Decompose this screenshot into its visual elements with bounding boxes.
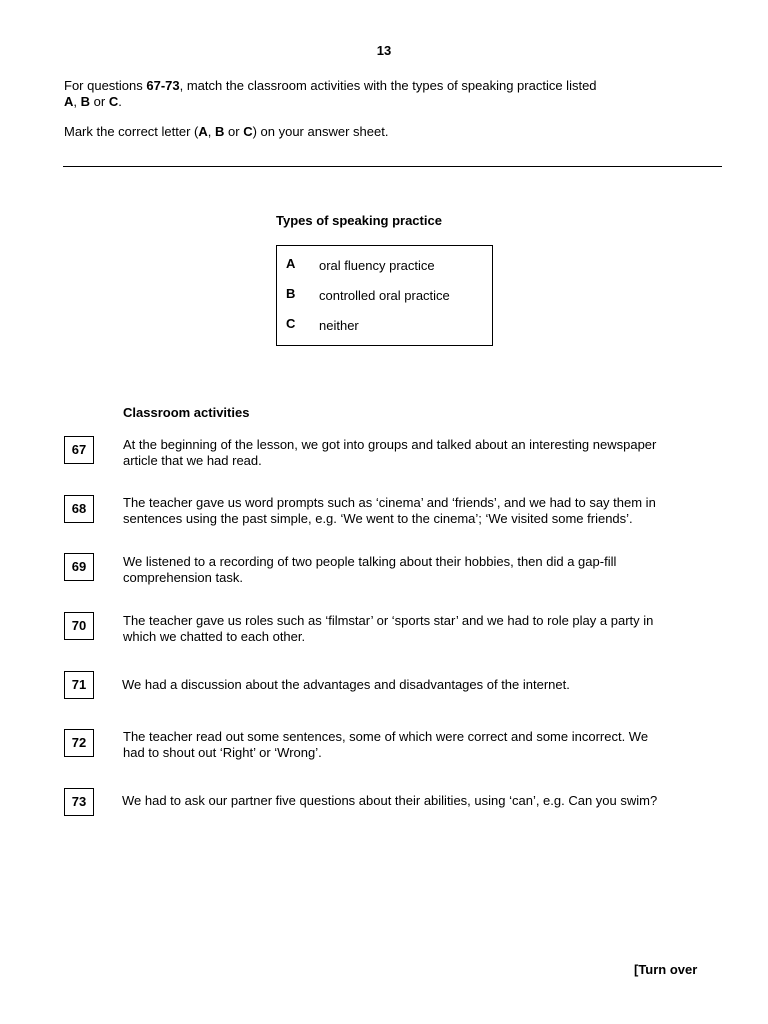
option-text: neither <box>319 318 359 333</box>
question-line: We listened to a recording of two people talking about their hobbies, then did a gap-fill <box>123 554 617 569</box>
option-letter: C <box>286 316 296 331</box>
instruction-line-1 <box>64 78 704 94</box>
question-number-box[interactable]: 68 <box>64 495 94 523</box>
instruction-text: For questions <box>64 78 147 93</box>
question-line: At the beginning of the lesson, we got into groups and talked about an interesting newspaper <box>123 437 657 452</box>
question-text <box>122 793 722 809</box>
question-number-box[interactable]: 73 <box>64 788 94 816</box>
separator: or <box>224 124 244 139</box>
type-option-a <box>286 256 486 272</box>
letter-b: B <box>80 94 91 109</box>
question-line: had to shout out ‘Right’ or ‘Wrong’. <box>123 745 322 760</box>
instruction-text: , match the classroom activities with the types of speaking practice listed <box>179 78 597 93</box>
instruction-text: ) on your answer sheet. <box>252 124 389 139</box>
instruction-line-2 <box>64 94 704 110</box>
instructions-mark <box>64 124 388 140</box>
question-text <box>123 729 723 761</box>
option-letter: B <box>286 286 296 301</box>
question-text <box>123 613 723 645</box>
question-text <box>122 677 722 693</box>
letter-a: A <box>198 124 208 139</box>
types-title: Types of speaking practice <box>276 213 442 228</box>
question-range: 67-73 <box>146 78 180 93</box>
question-line: comprehension task. <box>123 570 243 585</box>
page-number: 13 <box>376 43 392 58</box>
question-line: We had to ask our partner five questions about their abilities, using ‘can’, e.g. Can you swim? <box>122 793 658 808</box>
type-option-c <box>286 316 486 332</box>
instructions-question-range <box>64 78 704 110</box>
question-text <box>123 437 723 469</box>
question-line: The teacher gave us word prompts such as ‘cinema’ and ‘friends’, and we had to say them in <box>123 495 656 510</box>
option-text: oral fluency practice <box>319 258 435 273</box>
separator: . <box>118 94 122 109</box>
question-number-box[interactable]: 71 <box>64 671 94 699</box>
question-line: article that we had read. <box>123 453 262 468</box>
option-text: controlled oral practice <box>319 288 450 303</box>
question-number-box[interactable]: 69 <box>64 553 94 581</box>
question-number-box[interactable]: 70 <box>64 612 94 640</box>
question-line: We had a discussion about the advantages and disadvantages of the internet. <box>122 677 570 692</box>
question-text <box>123 554 723 586</box>
type-option-b <box>286 286 486 302</box>
instruction-text: Mark the correct letter ( <box>64 124 199 139</box>
question-line: which we chatted to each other. <box>123 629 306 644</box>
question-line: The teacher read out some sentences, some of which were correct and some incorrect. We <box>123 729 649 744</box>
question-number-box[interactable]: 72 <box>64 729 94 757</box>
letter-b: B <box>215 124 225 139</box>
types-box <box>276 245 493 346</box>
question-line: sentences using the past simple, e.g. ‘We went to the cinema’; ‘We visited some friends’. <box>123 511 633 526</box>
separator: , <box>73 94 81 109</box>
question-line: The teacher gave us roles such as ‘filmstar’ or ‘sports star’ and we had to role play a party in <box>123 613 654 628</box>
activities-title: Classroom activities <box>123 405 250 420</box>
separator: or <box>90 94 109 109</box>
separator: , <box>207 124 215 139</box>
letter-c: C <box>108 94 119 109</box>
turn-over: [Turn over <box>634 962 698 977</box>
question-number-box[interactable]: 67 <box>64 436 94 464</box>
divider <box>63 166 722 167</box>
letter-a: A <box>64 94 74 109</box>
option-letter: A <box>286 256 296 271</box>
letter-c: C <box>243 124 253 139</box>
question-text <box>123 495 723 527</box>
